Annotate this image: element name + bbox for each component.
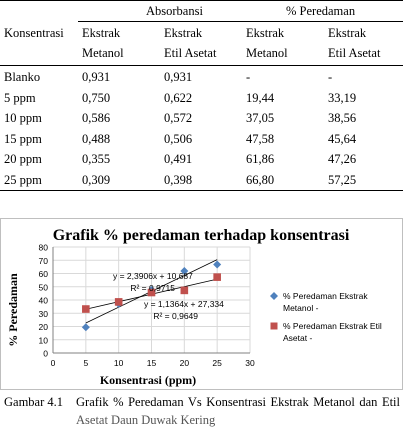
table-row: [0, 171, 403, 190]
table-cell: 0,355: [82, 152, 111, 166]
chart-svg: [0, 218, 403, 390]
table-cell: 38,56: [328, 111, 357, 125]
subheader-etil-asetat: Etil Asetat: [164, 46, 217, 60]
y-tick-label: 60: [38, 269, 48, 279]
caption-text-line2: Asetat Daun Duwak Kering: [76, 413, 216, 427]
subheader-etil-asetat: Etil Asetat: [328, 46, 381, 60]
y-tick-label: 10: [38, 335, 48, 346]
table-cell: 45,64: [328, 131, 357, 146]
table-cell: 33,19: [328, 90, 357, 105]
table-cell: 66,80: [246, 172, 275, 187]
legend-marker-square: [271, 323, 278, 330]
table-cell: 47,58: [246, 131, 275, 146]
chart-y-axis-label: % Peredaman: [6, 273, 20, 347]
trendline-r-squared: R² = 0,9649: [153, 311, 198, 321]
subheader-ekstrak: Ekstrak: [164, 26, 203, 40]
table-subheader-rule: [78, 21, 403, 22]
data-point-etil-asetat: [115, 298, 123, 306]
table-cell: 0,506: [164, 131, 193, 146]
table-subheader-row-1: [0, 24, 403, 43]
y-tick-label: 20: [38, 322, 48, 332]
table-header-rule: [0, 65, 403, 66]
table-cell: 5 ppm: [4, 90, 36, 105]
table-row: [0, 68, 403, 87]
table-cell: 0,572: [164, 111, 193, 125]
table-row: [0, 89, 403, 108]
table-row: [0, 150, 403, 169]
y-tick-label: 70: [38, 255, 48, 266]
table-cell: 0,491: [164, 152, 193, 166]
y-tick-label: 50: [38, 282, 48, 293]
table-cell: 57,25: [328, 172, 357, 187]
table-cell: 0,931: [164, 70, 193, 84]
y-tick-label: 30: [38, 308, 48, 319]
table-cell: 19,44: [246, 90, 275, 105]
trendline-equation: y = 1,1364x + 27,334: [144, 299, 224, 309]
col-header-konsentrasi: Konsentrasi: [4, 26, 64, 40]
subheader-ekstrak: Ekstrak: [328, 26, 367, 40]
caption-label: Gambar 4.1: [4, 395, 64, 409]
data-point-etil-asetat: [213, 273, 221, 281]
table-top-rule: [0, 0, 403, 1]
legend-label: % Peredaman Ekstrak Metanol -: [283, 291, 368, 313]
table-cell: 25 ppm: [4, 172, 42, 187]
table-cell: 20 ppm: [4, 152, 42, 166]
x-tick-label: 25: [212, 358, 222, 368]
x-tick-label: 15: [146, 358, 157, 368]
subheader-ekstrak: Ekstrak: [82, 26, 121, 40]
table-cell: Blanko: [4, 70, 41, 84]
trendline-r-squared: R² = 0,9715: [130, 283, 175, 293]
table-cell: 61,86: [246, 152, 275, 166]
table-cell: -: [246, 70, 251, 84]
group-header-absorbansi: Absorbansi: [146, 4, 203, 18]
y-tick-label: 80: [38, 242, 48, 253]
table-row: [0, 130, 403, 149]
table-cell: 15 ppm: [4, 131, 42, 146]
y-tick-label: 40: [38, 295, 48, 306]
table-cell: 0,586: [82, 111, 111, 125]
subheader-ekstrak: Ekstrak: [246, 26, 285, 40]
x-tick-label: 30: [245, 358, 255, 368]
table-group-header-row: [0, 2, 403, 21]
chart-title: Grafik % peredaman terhadap konsentrasi: [52, 227, 350, 244]
subheader-metanol: Metanol: [246, 46, 288, 60]
table-cell: -: [328, 70, 333, 84]
table-cell: 47,26: [328, 152, 357, 166]
table-cell: 10 ppm: [4, 111, 42, 125]
group-header-peredaman: % Peredaman: [286, 4, 356, 18]
x-tick-label: 10: [113, 358, 124, 368]
table-cell: 0,309: [82, 172, 111, 187]
caption-text: Grafik % Peredaman Vs Konsentrasi Ekstrak Metanol dan Etil: [76, 395, 400, 409]
table-cell: 0,488: [82, 131, 111, 146]
table-cell: 0,622: [164, 90, 193, 105]
table-cell: 37,05: [246, 111, 275, 125]
x-tick-label: 0: [50, 358, 56, 368]
x-tick-label: 5: [83, 358, 89, 368]
table-cell: 0,750: [82, 90, 111, 105]
y-tick-label: 0: [43, 348, 48, 359]
table-bottom-rule: [0, 190, 403, 191]
subheader-metanol: Metanol: [82, 46, 124, 60]
data-point-etil-asetat: [82, 305, 90, 313]
chart-figure: [0, 218, 403, 390]
table-subheader-row-2: [0, 44, 403, 63]
table-cell: 0,398: [164, 172, 193, 187]
legend-label: % Peredaman Ekstrak Etil Asetat -: [283, 321, 382, 343]
table-row: [0, 109, 403, 128]
chart-x-axis-label: Konsentrasi (ppm): [99, 373, 197, 387]
table-cell: 0,931: [82, 70, 111, 84]
trendline-equation: y = 2,3906x + 10,687: [113, 271, 193, 281]
data-point-etil-asetat: [181, 287, 189, 295]
x-tick-label: 20: [179, 358, 190, 368]
